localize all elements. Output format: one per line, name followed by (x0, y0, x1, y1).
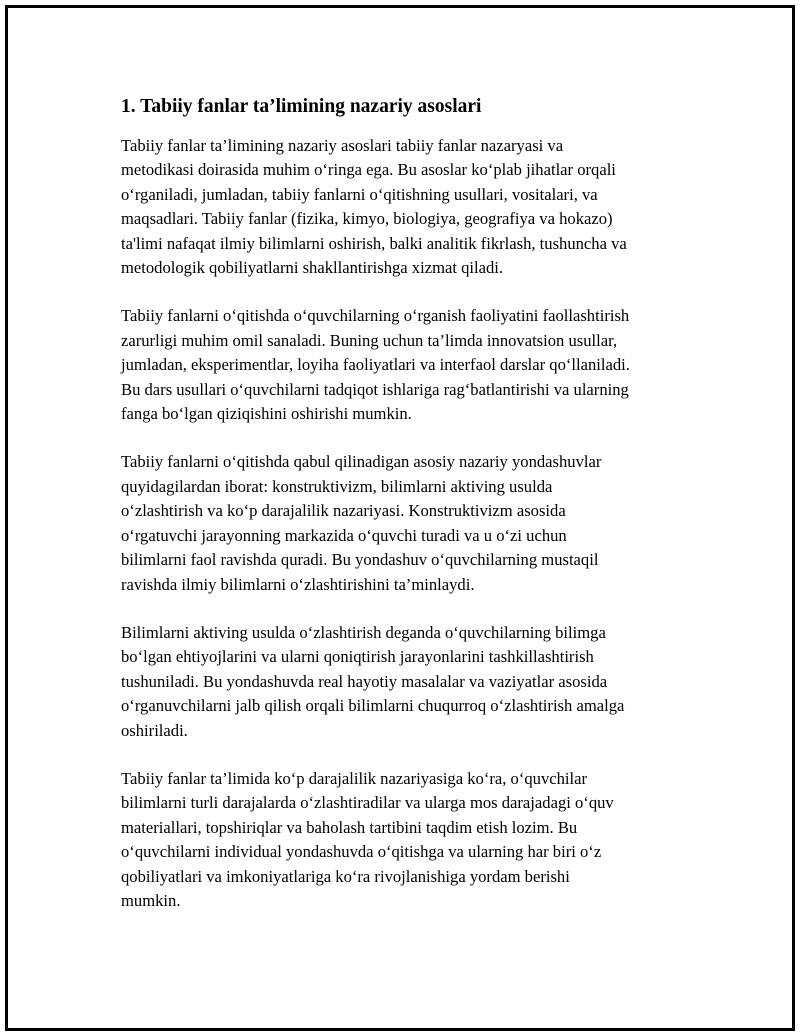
paragraph-line: Bu dars usullari o‘quvchilarni tadqiqot ishlariga rag‘batlantirishi va ularning (121, 379, 629, 399)
paragraph-line: bo‘lgan ehtiyojlarini va ularni qoniqtirish jarayonlarini tashkillashtirish (121, 647, 594, 667)
document-body (121, 95, 696, 937)
paragraph-line: o‘rganuvchilarni jalb qilish orqali bilimlarni chuqurroq o‘zlashtirish amalga (121, 696, 625, 716)
paragraph (121, 304, 696, 426)
paragraph-line: o‘rgatuvchi jarayonning markazida o‘quvchi turadi va u o‘zi uchun (121, 525, 567, 545)
paragraph-line: Tabiiy fanlar ta’limining nazariy asoslari tabiiy fanlar nazaryasi va (121, 136, 564, 155)
paragraph-line: jumladan, eksperimentlar, loyiha faoliyatlari va interfaol darslar qo‘llaniladi. (121, 355, 630, 375)
paragraph-line: metodikasi doirasida muhim o‘ringa ega. Bu asoslar ko‘plab jihatlar orqali (121, 160, 616, 180)
paragraph (121, 621, 696, 743)
section-heading: 1. Tabiiy fanlar ta’limining nazariy asoslari (121, 96, 482, 117)
paragraph-line: o‘quvchilarni individual yondashuvda o‘qitishga va ularning har biri o‘z (121, 842, 602, 862)
page-frame (5, 5, 795, 1031)
paragraph-line: Bilimlarni aktiving usulda o‘zlashtirish deganda o‘quvchilarning bilimga (121, 622, 606, 642)
paragraph-line: ta'limi nafaqat ilmiy bilimlarni oshirish, balki analitik fikrlash, tushuncha va (121, 233, 627, 253)
paragraph-line: mumkin. (121, 890, 181, 910)
paragraph-line: oshiriladi. (121, 720, 188, 740)
paragraph-line: Tabiiy fanlar ta’limida ko‘p darajalilik nazariyasiga ko‘ra, o‘quvchilar (121, 768, 588, 788)
paragraph-line: materiallari, topshiriqlar va baholash tartibini taqdim etish lozim. Bu (121, 817, 578, 837)
paragraph-list (121, 134, 696, 913)
paragraph-line: bilimlarni turli darajalarda o‘zlashtiradilar va ularga mos darajadagi o‘quv (121, 793, 614, 813)
paragraph-line: Tabiiy fanlarni o‘qitishda o‘quvchilarning o‘rganish faoliyatini faollashtirish (121, 306, 630, 326)
paragraph-line: maqsadlari. Tabiiy fanlar (fizika, kimyo, biologiya, geografiya va hokazo) (121, 209, 613, 229)
paragraph-line: quyidagilardan iborat: konstruktivizm, bilimlarni aktiving usulda (121, 476, 553, 496)
paragraph (121, 134, 696, 280)
paragraph-line: metodologik qobiliyatlarni shakllantirishga xizmat qiladi. (121, 258, 504, 278)
paragraph-line: o‘rganiladi, jumladan, tabiiy fanlarni o‘qitishning usullari, vositalari, va (121, 184, 598, 204)
paragraph-line: Tabiiy fanlarni o‘qitishda qabul qilinadigan asosiy nazariy yondashuvlar (121, 452, 602, 472)
paragraph-line: qobiliyatlari va imkoniyatlariga ko‘ra rivojlanishiga yordam berishi (121, 866, 570, 886)
paragraph-line: ravishda ilmiy bilimlarni o‘zlashtirishini ta’minlaydi. (121, 574, 475, 594)
paragraph-line: bilimlarni faol ravishda quradi. Bu yondashuv o‘quvchilarning mustaqil (121, 550, 599, 570)
paragraph-line: zarurligi muhim omil sanaladi. Buning uchun ta’limda innovatsion usullar, (121, 330, 618, 350)
paragraph-line: o‘zlashtirish va ko‘p darajalilik nazariyasi. Konstruktivizm asosida (121, 501, 566, 521)
paragraph (121, 767, 696, 913)
paragraph (121, 450, 696, 596)
paragraph-line: fanga bo‘lgan qiziqishini oshirishi mumkin. (121, 404, 412, 424)
paragraph-line: tushuniladi. Bu yondashuvda real hayotiy masalalar va vaziyatlar asosida (121, 671, 608, 691)
